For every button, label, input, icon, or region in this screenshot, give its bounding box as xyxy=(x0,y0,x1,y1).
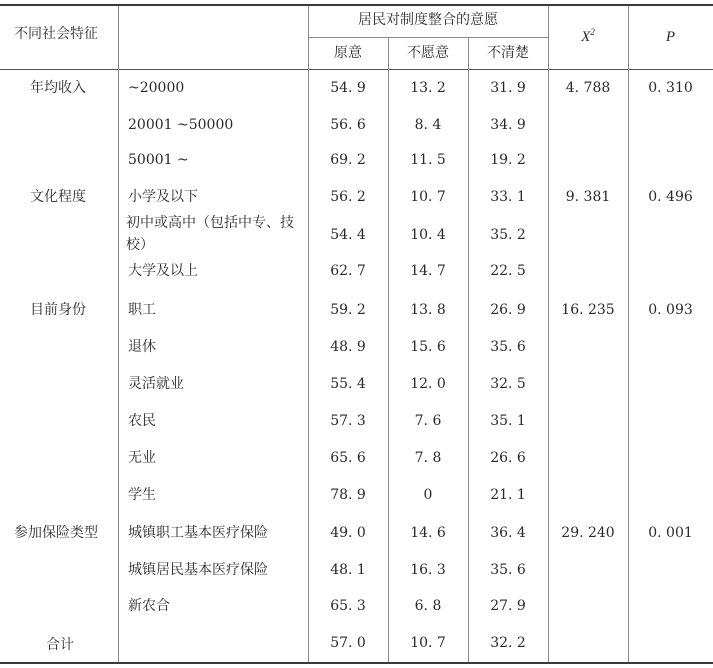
unclear-value: 35. 1 xyxy=(490,413,526,429)
unclear-value: 26. 6 xyxy=(490,450,526,466)
col-divider xyxy=(628,6,629,662)
unwilling-value: 11. 5 xyxy=(410,152,446,168)
unclear-value: 33. 1 xyxy=(490,189,526,205)
unwilling-value: 7. 8 xyxy=(414,450,442,466)
unwilling-value: 13. 2 xyxy=(410,80,446,96)
row-sublabel: 初中或高中（包括中专、技校） xyxy=(126,215,294,253)
p-value: 0. 093 xyxy=(648,302,693,318)
row-sublabel: 学生 xyxy=(128,487,156,503)
unclear-value: 22. 5 xyxy=(490,263,526,279)
unclear-value: 35. 2 xyxy=(490,227,526,243)
row-sublabel: 50001 ~ xyxy=(128,152,189,168)
unclear-value: 35. 6 xyxy=(490,339,526,355)
row-sublabel: 农民 xyxy=(128,413,156,429)
willing-value: 57. 3 xyxy=(330,413,366,429)
chi-square-value: 29. 240 xyxy=(561,525,615,541)
willing-value: 54. 9 xyxy=(330,80,366,96)
unwilling-value: 15. 6 xyxy=(410,339,446,355)
col-divider xyxy=(548,6,549,662)
willing-value: 65. 6 xyxy=(330,450,366,466)
group-header-rule xyxy=(308,37,548,38)
unclear-value: 21. 1 xyxy=(490,487,526,503)
willing-column-header: 原意 xyxy=(334,45,362,61)
row-sublabel: 小学及以下 xyxy=(128,189,198,205)
willing-value: 55. 4 xyxy=(330,376,366,392)
unwilling-value: 16. 3 xyxy=(410,562,446,578)
p-column-header: P xyxy=(665,29,676,45)
group-label: 文化程度 xyxy=(30,189,86,205)
willing-value: 78. 9 xyxy=(330,487,366,503)
row-sublabel: 大学及以上 xyxy=(128,263,198,279)
willing-value: 56. 2 xyxy=(330,189,366,205)
willing-value: 59. 2 xyxy=(330,302,366,318)
willing-value: 65. 3 xyxy=(330,598,366,614)
willing-value: 49. 0 xyxy=(330,525,366,541)
willing-value: 62. 7 xyxy=(330,263,366,279)
total-label: 合计 xyxy=(46,637,74,653)
unwilling-value: 8. 4 xyxy=(414,117,442,133)
p-value: 0. 496 xyxy=(648,189,693,205)
unclear-value: 34. 9 xyxy=(490,117,526,133)
feature-column-header: 不同社会特征 xyxy=(14,26,98,42)
willing-value: 56. 6 xyxy=(330,117,366,133)
bottom-rule xyxy=(0,662,713,664)
unclear-value: 26. 9 xyxy=(490,302,526,318)
header-bottom-rule xyxy=(0,69,713,70)
unwilling-value: 7. 6 xyxy=(414,413,442,429)
unclear-value: 36. 4 xyxy=(490,525,526,541)
willing-value: 48. 9 xyxy=(330,339,366,355)
unwilling-value: 6. 8 xyxy=(414,598,442,614)
row-sublabel: 无业 xyxy=(128,450,156,466)
unclear-column-header: 不清楚 xyxy=(487,45,529,61)
unwilling-value: 12. 0 xyxy=(410,376,446,392)
row-sublabel: ~20000 xyxy=(128,80,185,96)
group-label: 年均收入 xyxy=(30,80,86,96)
unclear-value: 35. 6 xyxy=(490,562,526,578)
total-willing-value: 57. 0 xyxy=(330,635,366,651)
unclear-value: 19. 2 xyxy=(490,152,526,168)
unwilling-value: 0 xyxy=(423,487,433,503)
group-label: 参加保险类型 xyxy=(14,525,98,541)
group-label: 目前身份 xyxy=(30,302,86,318)
row-sublabel: 退休 xyxy=(128,339,156,355)
row-sublabel: 20001 ~50000 xyxy=(128,117,234,133)
chi-square-column-header xyxy=(548,28,628,46)
row-sublabel: 灵活就业 xyxy=(128,376,184,392)
unwilling-value: 10. 4 xyxy=(410,227,446,243)
unwilling-value: 10. 7 xyxy=(410,189,446,205)
unwilling-value: 14. 7 xyxy=(410,263,446,279)
p-value: 0. 001 xyxy=(648,525,693,541)
unclear-value: 27. 9 xyxy=(490,598,526,614)
total-unwilling-value: 10. 7 xyxy=(410,635,446,651)
chi-square-value: 9. 381 xyxy=(565,189,611,205)
p-value: 0. 310 xyxy=(648,80,693,96)
row-sublabel: 城镇居民基本医疗保险 xyxy=(128,562,268,578)
unwilling-column-header: 不愿意 xyxy=(407,45,449,61)
willing-value: 54. 4 xyxy=(330,227,366,243)
willing-value: 48. 1 xyxy=(330,562,366,578)
chi-square-superscript: 2 xyxy=(590,27,595,37)
unclear-value: 32. 5 xyxy=(490,376,526,392)
unwilling-value: 13. 8 xyxy=(410,302,446,318)
total-unclear-value: 32. 2 xyxy=(490,635,526,651)
willingness-group-header: 居民对制度整合的意愿 xyxy=(358,12,498,28)
row-sublabel: 城镇职工基本医疗保险 xyxy=(128,525,268,541)
top-rule xyxy=(0,4,713,6)
unwilling-value: 14. 6 xyxy=(410,525,446,541)
row-sublabel: 新农合 xyxy=(128,598,170,614)
chi-square-value: 16. 235 xyxy=(561,302,615,318)
row-sublabel: 职工 xyxy=(128,302,156,318)
willing-value: 69. 2 xyxy=(330,152,366,168)
col-divider xyxy=(118,6,119,662)
chi-square-value: 4. 788 xyxy=(565,80,611,96)
chi-square-symbol: X xyxy=(581,29,591,45)
unclear-value: 31. 9 xyxy=(490,80,526,96)
